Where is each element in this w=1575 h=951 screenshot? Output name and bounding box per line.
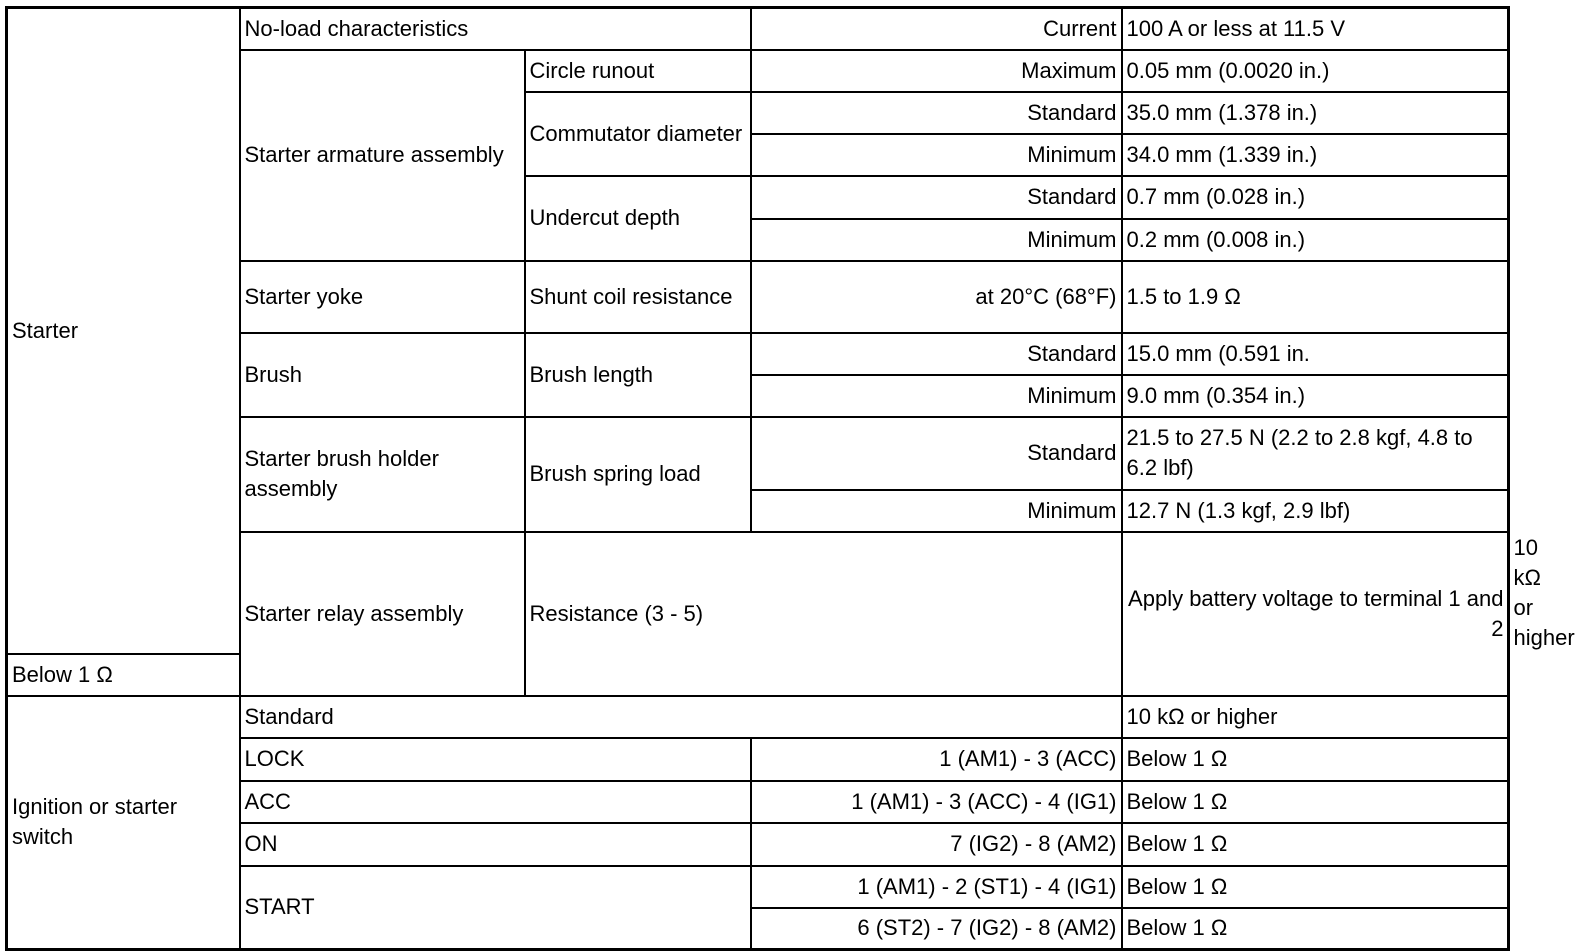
item-armature: Starter armature assembly [240,50,525,261]
cond-cell: Standard [751,333,1122,375]
value-cell: Below 1 Ω [1122,866,1509,908]
cond-cell: Minimum [751,490,1122,532]
item-brush-holder: Starter brush holder assembly [240,417,525,532]
value-cell: 0.7 mm (0.028 in.) [1122,176,1509,219]
value-cell: 9.0 mm (0.354 in.) [1122,375,1509,417]
cond-cell: 1 (AM1) - 3 (ACC) - 4 (IG1) [751,781,1122,823]
value-cell: 12.7 N (1.3 kgf, 2.9 lbf) [1122,490,1509,532]
sub-undercut-depth: Undercut depth [525,176,751,261]
group-starter: Starter [7,8,240,654]
sub-commutator-diameter: Commutator diameter [525,92,751,176]
item-lock: LOCK [240,738,751,781]
table-row [7,696,1509,738]
cond-cell: Current [751,8,1122,50]
value-cell: Below 1 Ω [1122,823,1509,866]
item-standard: Standard [240,696,1122,738]
table-row [7,8,1509,50]
item-start: START [240,866,751,950]
table-row: Starter relay assembly Resistance (3 - 5) Apply battery voltage to terminal 1 and 2 10 kΩ or higher [7,532,1509,654]
cond-cell: 6 (ST2) - 7 (IG2) - 8 (AM2) [751,908,1122,950]
cond-cell: Maximum [751,50,1122,92]
cond-cell: Minimum [751,134,1122,176]
group-ignition: Ignition or starter switch [7,696,240,950]
sub-circle-runout: Circle runout [525,50,751,92]
value-cell: Below 1 Ω [1122,908,1509,950]
cond-cell: 7 (IG2) - 8 (AM2) [751,823,1122,866]
item-on: ON [240,823,751,866]
value-cell: 10 kΩ or higher [1122,696,1509,738]
cond-cell: Standard [751,92,1122,134]
value-cell: 1.5 to 1.9 Ω [1122,261,1509,333]
cond-cell: Standard [751,176,1122,219]
cond-cell: at 20°C (68°F) [751,261,1122,333]
value-cell: 0.05 mm (0.0020 in.) [1122,50,1509,92]
value-cell: Below 1 Ω [1122,781,1509,823]
item-starter-yoke: Starter yoke [240,261,525,333]
spec-table [5,6,1575,951]
item-relay-resistance: Resistance (3 - 5) [525,532,1122,696]
item-no-load: No-load characteristics [240,8,751,50]
sub-shunt-coil: Shunt coil resistance [525,261,751,333]
cond-cell: Minimum [751,375,1122,417]
value-cell: 34.0 mm (1.339 in.) [1122,134,1509,176]
value-cell: 100 A or less at 11.5 V [1122,8,1509,50]
cond-cell: 1 (AM1) - 2 (ST1) - 4 (IG1) [751,866,1122,908]
cond-cell: Minimum [751,219,1122,261]
value-cell: 15.0 mm (0.591 in. [1122,333,1509,375]
value-cell: 0.2 mm (0.008 in.) [1122,219,1509,261]
value-cell: 35.0 mm (1.378 in.) [1122,92,1509,134]
cond-cell: Standard [751,417,1122,490]
cond-cell: Apply battery voltage to terminal 1 and 2 [1122,532,1509,696]
item-brush: Brush [240,333,525,417]
group-relay: Starter relay assembly [240,532,525,696]
value-cell: Below 1 Ω [7,654,240,696]
item-acc: ACC [240,781,751,823]
cond-cell: 1 (AM1) - 3 (ACC) [751,738,1122,781]
value-cell: Below 1 Ω [1122,738,1509,781]
sub-brush-length: Brush length [525,333,751,417]
value-cell: 21.5 to 27.5 N (2.2 to 2.8 kgf, 4.8 to 6.2 lbf) [1122,417,1509,490]
sub-brush-spring-load: Brush spring load [525,417,751,532]
